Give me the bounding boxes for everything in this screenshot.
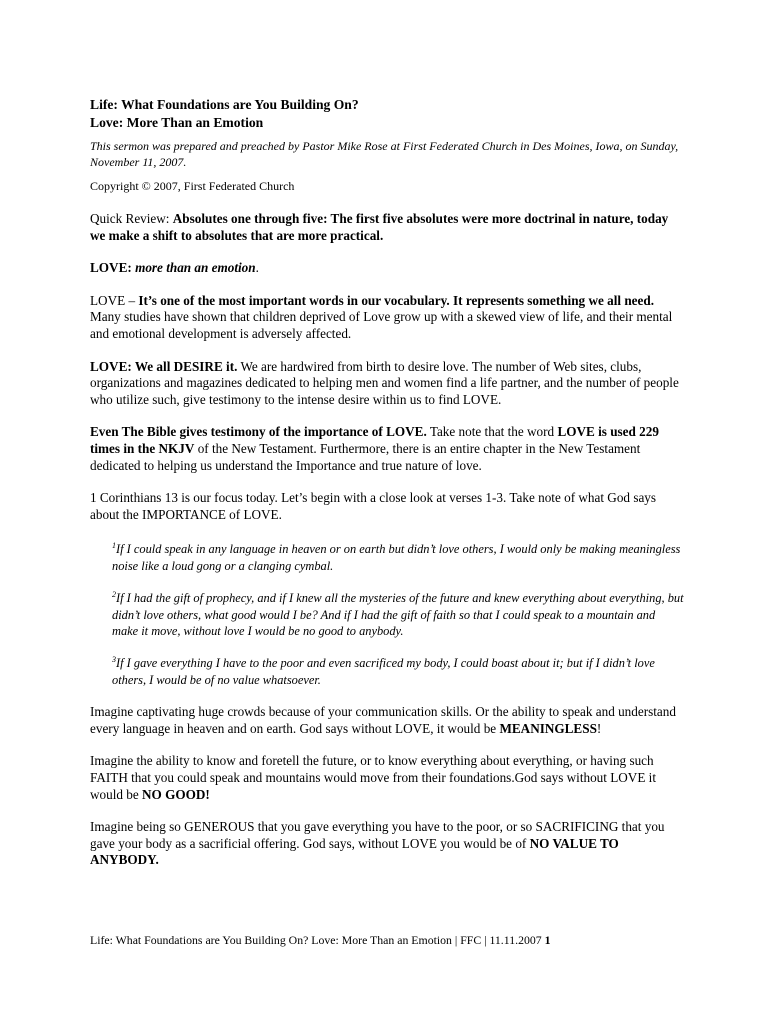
page-number: 1 [544, 933, 551, 947]
corinthians-paragraph: 1 Corinthians 13 is our focus today. Let’s begin with a close look at verses 1-3. Take note of what God says about the IMPORTANCE of LOVE. [90, 490, 657, 522]
imagine-3-text: Imagine being so GENEROUS that you gave everything you have to the poor, or so SACRIFICING that you gave your body as a sacrificial offering. God says, without LOVE you would be of [90, 819, 665, 851]
bible-bold-1: Even The Bible gives testimony of the importance of LOVE. [90, 424, 427, 440]
imagine-1-text: Imagine captivating huge crowds because of your communication skills. Or the ability to speak and understand every language in heaven and on earth. God says without LOVE, it would be [90, 704, 676, 736]
quick-review-lead: Quick Review: [90, 211, 173, 226]
verse-text: If I gave everything I have to the poor and even sacrificed my body, I could boast about it; but if I didn’t love others, I would be of no value whatsoever. [112, 656, 655, 687]
desire-rest: We are hardwired from birth to desire love. The number of Web sites, clubs, organizations and magazines dedicated to helping men and women find a life partner, and the number of people who utilize such, give testimony to the intense desire within us to find LOVE. [90, 358, 679, 407]
imagine-3-bold: NO VALUE TO ANYBODY. [90, 835, 619, 868]
title-line-2: Love: More Than an Emotion [90, 115, 264, 130]
footer-text: Life: What Foundations are You Building On? Love: More Than an Emotion | FFC | 11.11.2007 [90, 933, 545, 947]
verse-number: 2 [112, 590, 116, 599]
verse-text: If I had the gift of prophecy, and if I knew all the mysteries of the future and knew everything about everything, but didn’t love others, what good would I be? And if I had the gift of faith so that I could speak to a mountain and make it move, without love I would be no good to anybody. [112, 591, 684, 638]
imagine-1-tail: ! [596, 720, 602, 736]
copyright-notice: Copyright © 2007, First Federated Church [90, 179, 295, 193]
desire-paragraph [90, 359, 684, 409]
verse-number: 3 [112, 655, 116, 665]
document-page [90, 96, 684, 869]
love-dash-rest: Many studies have shown that children deprived of Love grow up with a skewed view of life, and their mental and emotional development is adversely affected. [90, 309, 673, 341]
love-heading-lead: LOVE: [90, 260, 136, 276]
love-dash-lead: LOVE – [90, 292, 139, 308]
page-footer [90, 932, 690, 948]
imagine-1-bold: MEANINGLESS [499, 720, 597, 736]
love-heading [90, 260, 684, 277]
sermon-credit: This sermon was prepared and preached by Pastor Mike Rose at First Federated Church in Des Moines, Iowa, on Sunday, November 11, 2007. [90, 139, 679, 169]
love-definition-paragraph [90, 293, 684, 343]
verse-text: If I could speak in any language in heaven or on earth but didn’t love others, I would only be making meaningless noise like a loud gong or a clanging cymbal. [112, 542, 681, 573]
love-dash-bold: It’s one of the most important words in our vocabulary. It represents something we all need. [138, 292, 655, 308]
bible-paragraph [90, 424, 684, 474]
desire-bold: LOVE: We all DESIRE it. [90, 358, 238, 374]
verse-3 [112, 655, 684, 688]
title-line-1: Life: What Foundations are You Building On? [90, 97, 359, 112]
imagine-paragraph-1 [90, 704, 684, 737]
verse-1 [112, 541, 684, 574]
imagine-paragraph-2 [90, 753, 684, 803]
imagine-2-text: Imagine the ability to know and foretell the future, or to know everything about everything, or having such FAITH that you could speak and mountains would move from their foundations.God says without LOVE it would be [90, 753, 657, 802]
quick-review-bold: Absolutes one through five: The first five absolutes were more doctrinal in nature, today we make a shift to absolutes that are more practical. [90, 211, 669, 243]
love-heading-tail: . [255, 260, 259, 276]
bible-bold-2: LOVE is used 229 times in the NKJV [90, 424, 659, 456]
quick-review-paragraph [90, 211, 684, 244]
imagine-paragraph-3 [90, 819, 684, 869]
document-title [90, 96, 684, 132]
bible-mid: Take note that the word [426, 424, 558, 440]
verse-number: 1 [112, 541, 116, 551]
verse-2 [112, 590, 684, 639]
love-heading-italic: more than an emotion [135, 260, 256, 276]
bible-rest: of the New Testament. Furthermore, there is an entire chapter in the New Testament dedicated to helping us understand the Importance and true nature of love. [90, 440, 641, 473]
imagine-2-bold: NO GOOD! [142, 786, 210, 802]
